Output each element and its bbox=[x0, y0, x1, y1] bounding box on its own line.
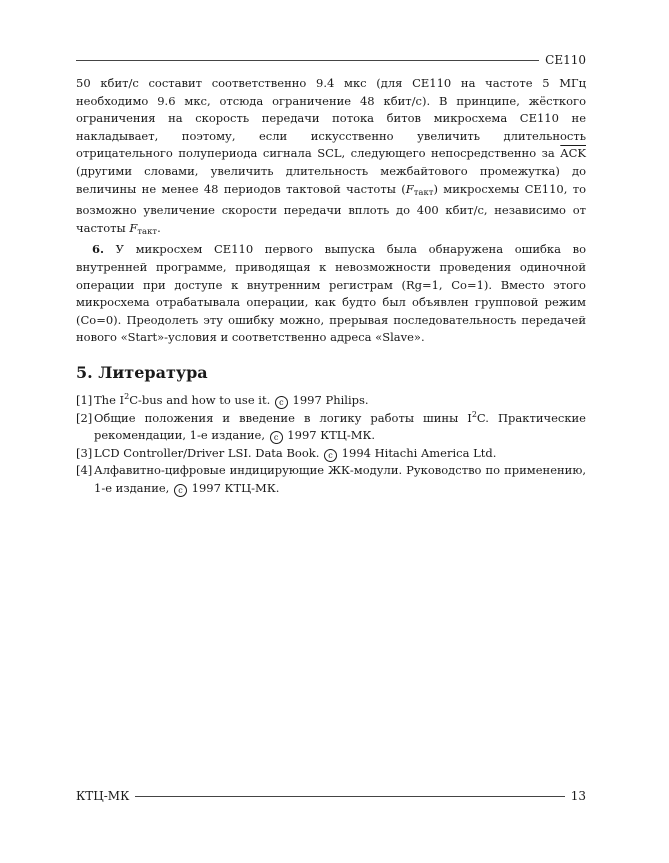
text-run: LCD Controller/Driver LSI. Data Book. bbox=[94, 445, 324, 460]
running-header bbox=[76, 52, 586, 68]
text-run: 1997 КТЦ-МК. bbox=[283, 428, 376, 443]
text-run: 1997 Philips. bbox=[288, 392, 369, 407]
reference-text bbox=[94, 410, 586, 445]
text-run: (другими словами, увеличить длительность межбайтового промежутка) до величины не менее 48 периодов тактовой частоты ( bbox=[76, 163, 586, 196]
reference-number: [3] bbox=[76, 445, 93, 460]
text-run: C. Практические рекомендации, 1-е издание, bbox=[94, 410, 586, 443]
reference-number: [4] bbox=[76, 463, 93, 478]
text-run: 50 кбит/с составит соответственно 9.4 мкс (для CE110 на частоте 5 МГц необходимо 9.6 мкс, отсюда ограничение 48 кбит/с). В принципе, жёсткого ограничения на скорость передачи потока битов микросхема CE110 не накладывает, поэтому, если искусственно увеличить длительность отрицательного полупериода сигнала SCL, следующего непосредственно за bbox=[76, 76, 586, 161]
reference-text bbox=[94, 462, 586, 497]
paragraph-speed-note bbox=[76, 75, 586, 241]
paragraph-bug-note bbox=[76, 241, 586, 347]
reference-list bbox=[76, 392, 586, 498]
reference-item bbox=[76, 445, 586, 463]
copyright-icon: c bbox=[324, 449, 337, 462]
text-run: У микросхем CE110 первого выпуска была обнаружена ошибка во внутренней программе, приводящая к невозможности проведения одиночной операции при доступе к внутренним регистрам (Rg=1, Co=1). Вместо этого микросхема отрабатывала операции, как будто был объявлен групповой режим (Co=0). Преодолеть эту ошибку можно, прерывая последовательность передачей нового «Start»-условия и соответственно адреса «Slave». bbox=[76, 242, 586, 345]
text-run: Общие положения и введение в логику работы шины I bbox=[94, 410, 472, 425]
f-variable: F bbox=[405, 181, 414, 196]
reference-item bbox=[76, 410, 586, 445]
copyright-icon: c bbox=[275, 396, 288, 409]
footer-rule bbox=[135, 796, 564, 797]
text-run: 1994 Hitachi America Ltd. bbox=[338, 445, 497, 460]
item-number: 6. bbox=[92, 242, 105, 257]
superscript: 2 bbox=[124, 391, 130, 401]
copyright-icon: c bbox=[174, 484, 187, 497]
f-variable: F bbox=[129, 220, 138, 235]
ack-signal: $\overline{ACK}$ bbox=[560, 146, 586, 161]
reference-item bbox=[76, 462, 586, 497]
copyright-icon: c bbox=[270, 431, 283, 444]
text-run: 1997 КТЦ-МК. bbox=[187, 480, 280, 495]
section-number: 5. bbox=[76, 362, 93, 382]
reference-text bbox=[94, 392, 586, 410]
text-run: . bbox=[157, 220, 161, 235]
page-number: 13 bbox=[570, 789, 586, 803]
f-subscript: такт bbox=[137, 226, 158, 237]
reference-number: [2] bbox=[76, 410, 93, 425]
text-run: Алфавитно-цифровые индицирующие ЖК-модули. Руководство по применению, 1-е издание, bbox=[94, 463, 586, 495]
running-footer bbox=[76, 788, 586, 804]
reference-text bbox=[94, 445, 586, 463]
text-run: ) микросхемы CE110, то возможно увеличение скорости передачи вплоть до 400 кбит/с, независимо от частоты bbox=[76, 181, 586, 235]
section-title: Литература bbox=[98, 362, 208, 382]
reference-number: [1] bbox=[76, 392, 93, 407]
text-run: The I bbox=[94, 392, 125, 407]
text-run: C-bus and how to use it. bbox=[129, 392, 274, 407]
superscript: 2 bbox=[471, 409, 477, 419]
reference-item bbox=[76, 392, 586, 410]
footer-publisher: КТЦ-МК bbox=[76, 789, 130, 803]
section-heading bbox=[76, 362, 586, 384]
header-title: CE110 bbox=[545, 53, 586, 67]
f-subscript: такт bbox=[413, 187, 434, 198]
header-rule bbox=[76, 60, 539, 61]
page-content bbox=[76, 75, 586, 497]
